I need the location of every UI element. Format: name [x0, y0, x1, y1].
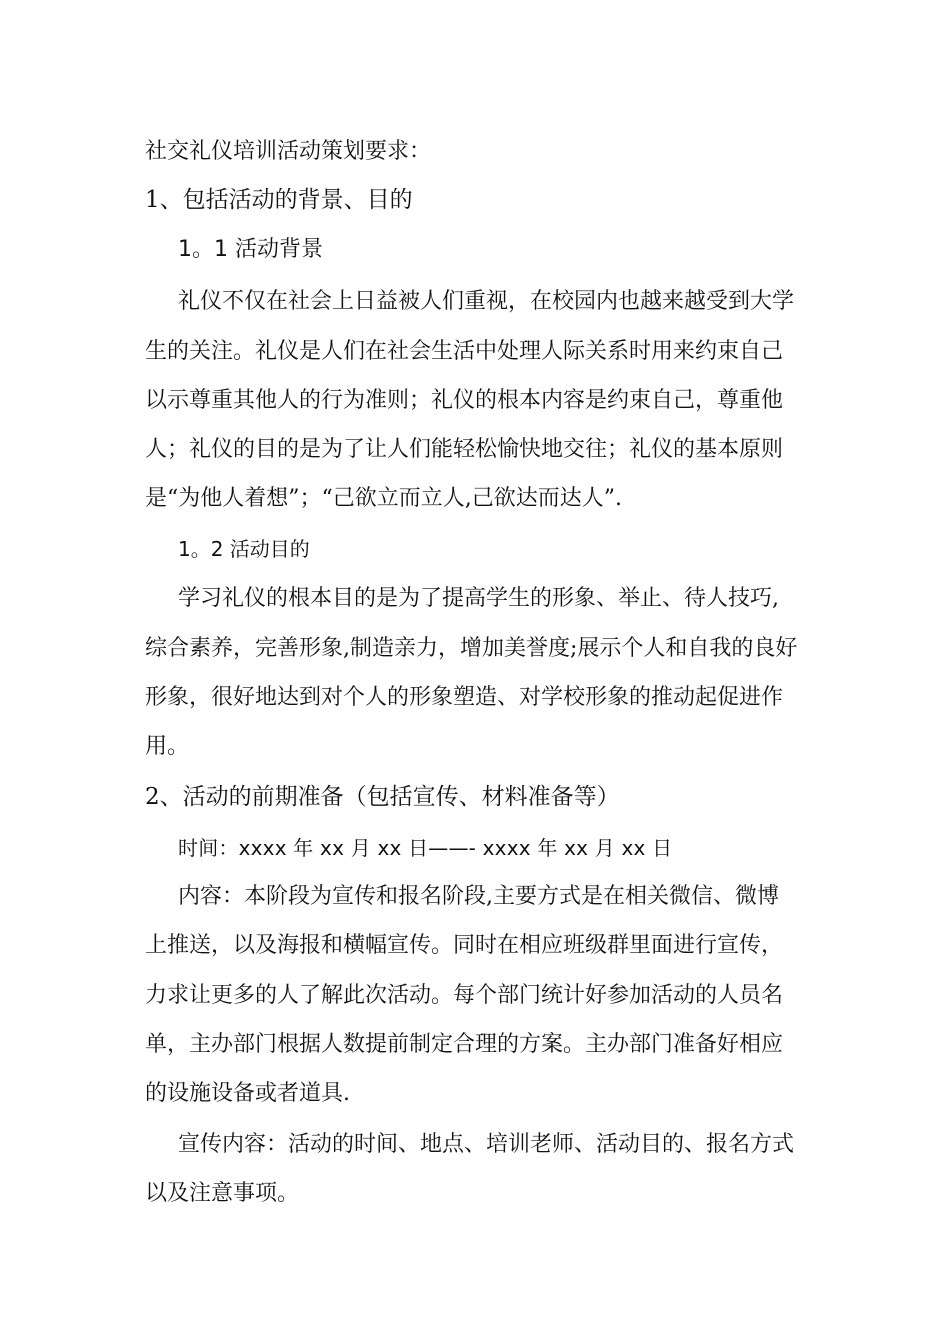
purpose-paragraph-line-2: 综合素养，完善形象,制造亲力，增加美誉度;展示个人和自我的良好 — [145, 636, 798, 661]
purpose-paragraph-line-4: 用。 — [145, 734, 190, 759]
background-paragraph-line-5: 是“为他人着想”；“己欲立而立人,己欲达而达人”. — [145, 486, 622, 511]
background-paragraph-line-4: 人；礼仪的目的是为了让人们能轻松愉快地交往；礼仪的基本原则 — [145, 437, 784, 462]
background-paragraph-line-2: 生的关注。礼仪是人们在社会生活中处理人际关系时用来约束自己 — [145, 339, 784, 364]
section-1-heading: 1、包括活动的背景、目的 — [145, 187, 413, 213]
section-1-2-heading: 1。2 活动目的 — [178, 537, 310, 561]
document-title: 社交礼仪培训活动策划要求： — [145, 139, 432, 164]
content-paragraph-line-5: 的设施设备或者道具. — [145, 1081, 350, 1106]
section-2-heading: 2、活动的前期准备（包括宣传、材料准备等） — [145, 784, 620, 810]
section-1-1-heading: 1。1 活动背景 — [178, 237, 323, 262]
content-paragraph-line-1: 内容：本阶段为宣传和报名阶段,主要方式是在相关微信、微博 — [178, 884, 779, 909]
purpose-paragraph-line-3: 形象，很好地达到对个人的形象塑造、对学校形象的推动起促进作 — [145, 685, 784, 710]
content-paragraph-line-2: 上推送，以及海报和横幅宣传。同时在相应班级群里面进行宣传， — [145, 933, 784, 958]
promo-paragraph-line-1: 宣传内容：活动的时间、地点、培训老师、活动目的、报名方式 — [178, 1132, 795, 1157]
promo-paragraph-line-2: 以及注意事项。 — [145, 1181, 300, 1206]
content-paragraph-line-4: 单，主办部门根据人数提前制定合理的方案。主办部门准备好相应 — [145, 1032, 784, 1057]
time-line: 时间：xxxx 年 xx 月 xx 日——- xxxx 年 xx 月 xx 日 — [178, 836, 673, 860]
purpose-paragraph-line-1: 学习礼仪的根本目的是为了提高学生的形象、举止、待人技巧, — [178, 586, 779, 611]
background-paragraph-line-3: 以示尊重其他人的行为准则；礼仪的根本内容是约束自己，尊重他 — [145, 388, 784, 413]
content-paragraph-line-3: 力求让更多的人了解此次活动。每个部门统计好参加活动的人员名 — [145, 983, 784, 1008]
background-paragraph-line-1: 礼仪不仅在社会上日益被人们重视，在校园内也越来越受到大学 — [178, 289, 795, 314]
